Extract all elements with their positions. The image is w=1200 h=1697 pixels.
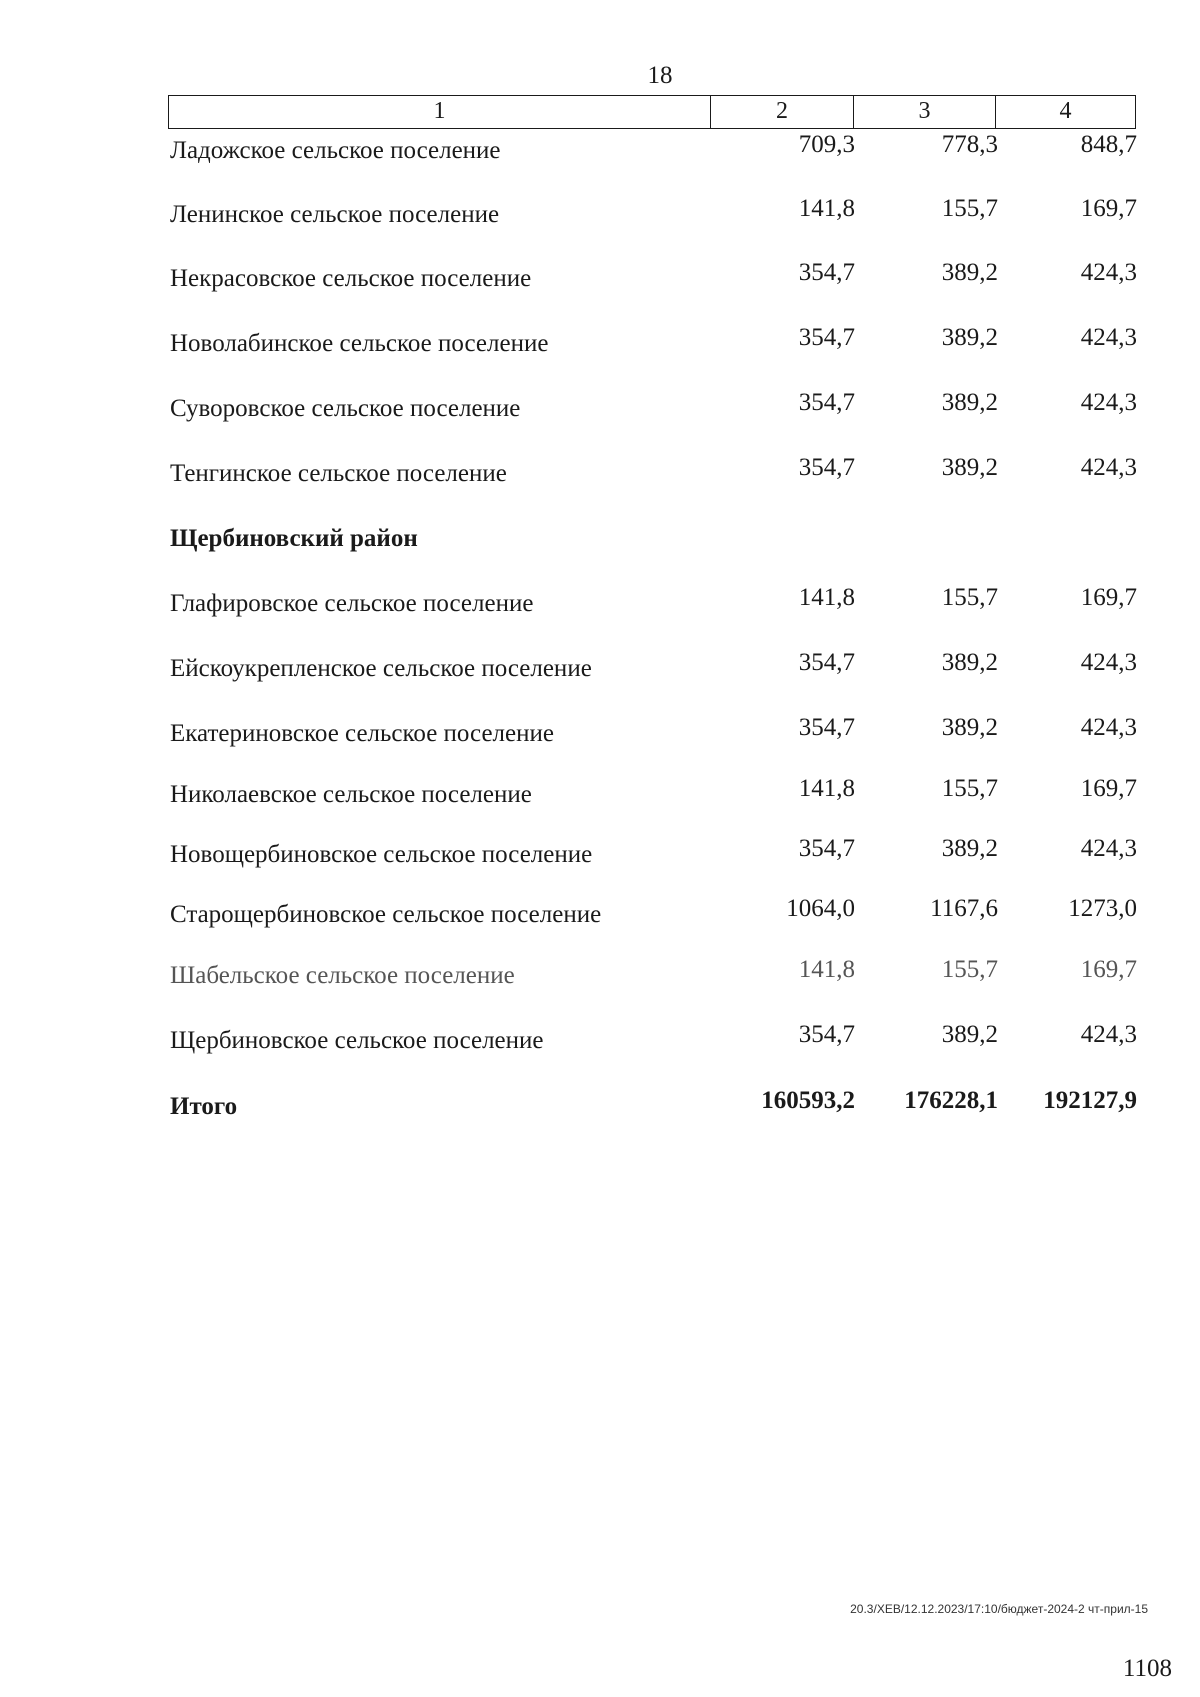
table-row: [0, 649, 1200, 695]
table-row: [0, 195, 1200, 241]
header-col-2: 2: [710, 96, 853, 128]
row-value-col2: 1064,0: [786, 895, 855, 922]
row-name: Суворовское сельское поселение: [170, 395, 521, 422]
row-value-col2: 354,7: [798, 259, 855, 286]
row-name: Некрасовское сельское поселение: [170, 265, 532, 292]
table-row: [0, 584, 1200, 630]
row-value-col2: 141,8: [798, 195, 855, 222]
row-value-col4: 169,7: [1080, 584, 1137, 611]
row-value-col4: 424,3: [1080, 454, 1137, 481]
row-name: Новощербиновское сельское поселение: [170, 841, 593, 868]
row-value-col3: 155,7: [941, 584, 998, 611]
row-value-col2: 354,7: [798, 1021, 855, 1048]
row-name: Тенгинское сельское поселение: [170, 460, 507, 487]
table-row: [0, 389, 1200, 435]
row-value-col2: 354,7: [798, 454, 855, 481]
row-value-col2: 709,3: [798, 131, 855, 158]
row-value-col3: 389,2: [941, 454, 998, 481]
table-row: [0, 895, 1200, 941]
row-name: Щербиновское сельское поселение: [170, 1027, 544, 1054]
row-value-col4: 424,3: [1080, 324, 1137, 351]
row-value-col3: 389,2: [941, 324, 998, 351]
row-value-col3: 389,2: [941, 259, 998, 286]
row-value-col3: 155,7: [941, 956, 998, 983]
row-value-col4: 169,7: [1080, 956, 1137, 983]
table-row: [0, 131, 1200, 177]
row-name: Екатериновское сельское поселение: [170, 720, 554, 747]
total-label: Итого: [170, 1093, 238, 1120]
row-value-col3: 389,2: [941, 389, 998, 416]
document-footer-code: 20.3/ХЕВ/12.12.2023/17:10/бюджет-2024-2 чт-прил-15: [850, 1602, 1148, 1616]
row-value-col4: 424,3: [1080, 714, 1137, 741]
table-row: [0, 1021, 1200, 1067]
row-value-col3: 1167,6: [930, 895, 998, 922]
row-value-col2: 354,7: [798, 835, 855, 862]
row-value-col3: 389,2: [941, 835, 998, 862]
table-row: [0, 324, 1200, 370]
table-row: [0, 956, 1200, 1002]
row-value-col2: 354,7: [798, 389, 855, 416]
page-number-top: 18: [647, 62, 673, 89]
row-name: Старощербиновское сельское поселение: [170, 901, 602, 928]
row-value-col3: 389,2: [941, 649, 998, 676]
header-col-4: 4: [995, 96, 1135, 128]
row-value-col2: 354,7: [798, 714, 855, 741]
row-name: Ленинское сельское поселение: [170, 201, 500, 228]
table-row: [0, 775, 1200, 821]
header-col-3: 3: [853, 96, 995, 128]
row-value-col2: 141,8: [798, 775, 855, 802]
section-heading: Щербиновский район: [170, 525, 418, 552]
table-row: [0, 835, 1200, 881]
row-name: Шабельское сельское поселение: [170, 962, 515, 989]
row-value-col2: 141,8: [798, 584, 855, 611]
table-row: [0, 714, 1200, 760]
row-value-col3: 155,7: [941, 195, 998, 222]
row-value-col4: 848,7: [1080, 131, 1137, 158]
row-value-col3: 389,2: [941, 714, 998, 741]
row-value-col4: 424,3: [1080, 649, 1137, 676]
row-name: Ейскоукрепленское сельское поселение: [170, 655, 592, 682]
total-value-col4: 192127,9: [1043, 1087, 1137, 1114]
row-value-col4: 169,7: [1080, 195, 1137, 222]
row-value-col3: 155,7: [941, 775, 998, 802]
header-col-1: 1: [433, 98, 446, 124]
section-heading-row: [0, 525, 1200, 565]
row-value-col4: 169,7: [1080, 775, 1137, 802]
row-value-col3: 778,3: [941, 131, 998, 158]
table-header: [168, 95, 1136, 129]
row-name: Глафировское сельское поселение: [170, 590, 534, 617]
total-value-col2: 160593,2: [761, 1087, 855, 1114]
row-value-col2: 141,8: [798, 956, 855, 983]
row-value-col4: 424,3: [1080, 389, 1137, 416]
row-name: Ладожское сельское поселение: [170, 137, 501, 164]
row-value-col4: 424,3: [1080, 1021, 1137, 1048]
total-row: [0, 1087, 1200, 1133]
row-value-col4: 424,3: [1080, 259, 1137, 286]
row-value-col2: 354,7: [798, 649, 855, 676]
row-name: Николаевское сельское поселение: [170, 781, 532, 808]
page-number-bottom: 1108: [1122, 1655, 1172, 1682]
table-row: [0, 259, 1200, 305]
total-value-col3: 176228,1: [904, 1087, 998, 1114]
row-value-col3: 389,2: [941, 1021, 998, 1048]
row-value-col2: 354,7: [798, 324, 855, 351]
table-row: [0, 454, 1200, 500]
row-value-col4: 424,3: [1080, 835, 1137, 862]
row-name: Новолабинское сельское поселение: [170, 330, 549, 357]
row-value-col4: 1273,0: [1068, 895, 1137, 922]
